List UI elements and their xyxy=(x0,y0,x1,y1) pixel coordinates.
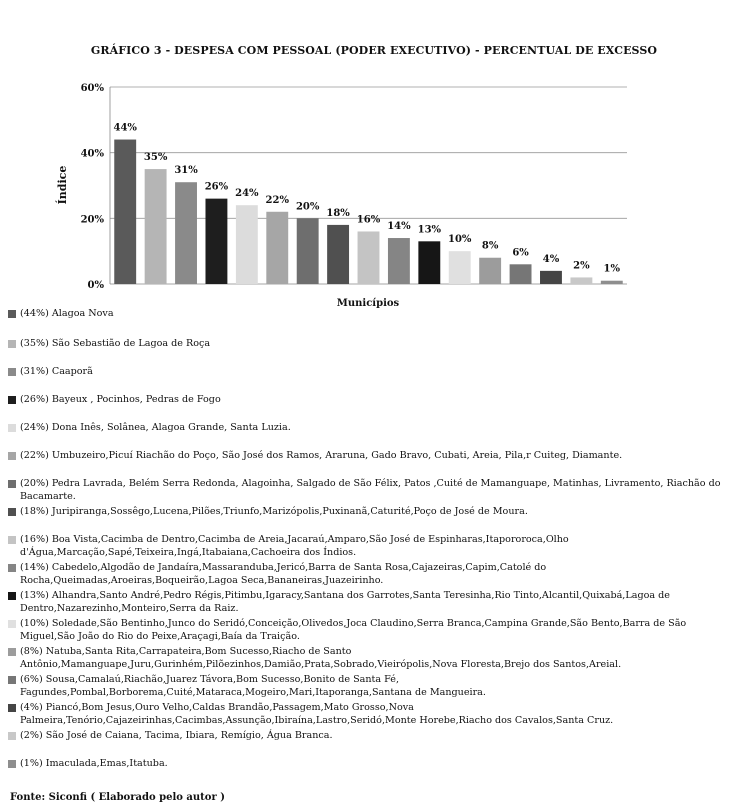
data-label: 4% xyxy=(542,253,560,265)
legend-label: (1%) Imaculada,Emas,Itatuba. xyxy=(20,758,168,769)
y-tick-label: 0% xyxy=(87,280,104,291)
bar xyxy=(327,225,349,284)
legend-label: (18%) Juripiranga,Sossêgo,Lucena,Pilões,Triunfo,Marizópolis,Puxinanã,Caturité,Poço de José de Moura. xyxy=(20,506,528,517)
data-label: 20% xyxy=(295,201,320,213)
legend-item xyxy=(6,394,744,407)
legend-item xyxy=(6,702,744,727)
legend-item xyxy=(6,308,744,321)
bar xyxy=(601,281,623,284)
legend-item xyxy=(6,338,744,351)
legend-item xyxy=(6,730,744,743)
data-label: 16% xyxy=(356,214,381,226)
bar xyxy=(236,205,258,284)
legend-label: (10%) Soledade,São Bentinho,Junco do Seridó,Conceição,Olivedos,Joca Claudino,Serra Branca,Campina Grande,São Bento,Barra de São Miguel,São João do Rio do Peixe,Araçagi,Baía da Traição. xyxy=(20,618,687,642)
legend-swatch xyxy=(8,480,16,488)
legend-swatch xyxy=(8,732,16,740)
legend-swatch xyxy=(8,620,16,628)
legend-label: (8%) Natuba,Santa Rita,Carrapateira,Bom Sucesso,Riacho de Santo Antônio,Mamanguape,Juru,Gurinhém,Pilõezinhos,Damião,Prata,Sobrado,Vieirópolis,Nova Floresta,Brejo dos Santos,Areial. xyxy=(20,646,622,670)
legend-label: (6%) Sousa,Camalaú,Riachão,Juarez Távora,Bom Sucesso,Bonito de Santa Fé, Fagundes,Pombal,Borborema,Cuité,Mataraca,Mogeiro,Mari,Itaporanga,Santana de Mangueira. xyxy=(20,674,486,698)
legend-swatch xyxy=(8,676,16,684)
bar xyxy=(418,241,440,284)
legend-item xyxy=(6,646,744,671)
legend-label: (26%) Bayeux , Pocinhos, Pedras de Fogo xyxy=(20,394,221,405)
legend-label: (14%) Cabedelo,Algodão de Jandaíra,Massaranduba,Jericó,Barra de Santa Rosa,Cajazeiras,Capim,Catolé do Rocha,Queimadas,Aroeiras,Boqueirão,Lagoa Seca,Bananeiras,Juazeirinho. xyxy=(20,562,547,586)
bar xyxy=(175,182,197,284)
legend-swatch xyxy=(8,424,16,432)
y-tick-label: 60% xyxy=(80,83,104,94)
legend-swatch xyxy=(8,536,16,544)
y-tick-label: 40% xyxy=(80,148,104,160)
legend-label: (20%) Pedra Lavrada, Belém Serra Redonda, Alagoinha, Salgado de São Félix, Patos ,Cuité de Mamanguape, Matinhas, Livramento, Riachão do Bacamarte. xyxy=(20,478,721,502)
data-label: 22% xyxy=(265,194,289,206)
y-tick-label: 20% xyxy=(80,214,104,226)
data-label: 8% xyxy=(481,240,499,252)
x-axis-label: Municípios xyxy=(336,298,400,309)
legend-label: (2%) São José de Caiana, Tacima, Ibiara, Remígio, Água Branca. xyxy=(20,730,333,741)
bar xyxy=(540,271,562,284)
bar xyxy=(114,140,136,284)
data-label: 26% xyxy=(204,181,229,193)
legend-item xyxy=(6,422,744,435)
data-label: 18% xyxy=(326,207,350,219)
data-label: 6% xyxy=(512,247,529,259)
bar xyxy=(266,212,288,284)
bar xyxy=(358,231,380,284)
y-axis-label: Índice xyxy=(56,165,69,205)
bar xyxy=(145,169,167,284)
legend-swatch xyxy=(8,396,16,404)
chart-title: GRÁFICO 3 - DESPESA COM PESSOAL (PODER EXECUTIVO) - PERCENTUAL DE EXCESSO xyxy=(90,44,658,57)
legend-swatch xyxy=(8,648,16,656)
data-label: 24% xyxy=(235,188,259,200)
data-label: 44% xyxy=(113,122,137,134)
data-label: 1% xyxy=(603,263,621,275)
legend-item xyxy=(6,562,744,587)
bar xyxy=(449,251,471,284)
legend-label: (22%) Umbuzeiro,Picuí Riachão do Poço, São José dos Ramos, Araruna, Gado Bravo, Cubati, Areia, Pila,r Cuiteg, Diamante. xyxy=(20,450,623,461)
legend-swatch xyxy=(8,368,16,376)
legend-item xyxy=(6,534,744,559)
legend-label: (35%) São Sebastião de Lagoa de Roça xyxy=(20,338,211,349)
legend-item xyxy=(6,674,744,699)
data-label: 14% xyxy=(387,221,411,233)
legend-swatch xyxy=(8,508,16,516)
data-label: 35% xyxy=(143,152,168,164)
bar-chart xyxy=(0,0,748,310)
data-label: 31% xyxy=(174,165,198,177)
legend-label: (44%) Alagoa Nova xyxy=(20,308,114,319)
source-note: Fonte: Siconfi ( Elaborado pelo autor ) xyxy=(10,792,225,803)
legend-item xyxy=(6,758,744,771)
legend-item xyxy=(6,366,744,379)
legend-item xyxy=(6,618,744,643)
legend-swatch xyxy=(8,704,16,712)
legend-item xyxy=(6,506,744,519)
legend-swatch xyxy=(8,564,16,572)
bar xyxy=(297,218,319,284)
legend-item xyxy=(6,450,744,463)
bar xyxy=(510,264,532,284)
bar xyxy=(479,258,501,284)
legend-swatch xyxy=(8,340,16,348)
legend-label: (31%) Caaporã xyxy=(20,366,93,377)
legend-item xyxy=(6,478,744,503)
bar xyxy=(205,199,227,284)
legend-label: (24%) Dona Inês, Solânea, Alagoa Grande, Santa Luzia. xyxy=(20,422,291,433)
bar xyxy=(570,277,592,284)
legend-swatch xyxy=(8,760,16,768)
data-label: 2% xyxy=(573,260,590,272)
legend-item xyxy=(6,590,744,615)
bar xyxy=(388,238,410,284)
legend-swatch xyxy=(8,310,16,318)
legend-swatch xyxy=(8,452,16,460)
legend-label: (13%) Alhandra,Santo André,Pedro Régis,Pitimbu,Igaracy,Santana dos Garrotes,Santa Teresinha,Rio Tinto,Alcantil,Quixabá,Lagoa de Dentro,Nazarezinho,Monteiro,Serra da Raiz. xyxy=(20,590,670,614)
legend-label: (16%) Boa Vista,Cacimba de Dentro,Cacimba de Areia,Jacaraú,Amparo,São José de Espinharas,Itapororoca,Olho d'Água,Marcação,Sapé,Teixeira,Ingá,Itabaiana,Cachoeira dos Índios. xyxy=(20,534,569,558)
legend-label: (4%) Piancó,Bom Jesus,Ouro Velho,Caldas Brandão,Passagem,Mato Grosso,Nova Palmeira,Tenório,Cajazeirinhas,Cacimbas,Assunção,Ibiraína,Lastro,Seridó,Monte Horebe,Riacho dos Cavalos,Santa Cruz. xyxy=(20,702,614,726)
data-label: 10% xyxy=(448,234,472,246)
legend-swatch xyxy=(8,592,16,600)
y-axis-ticks xyxy=(81,83,105,291)
data-label: 13% xyxy=(417,224,442,236)
